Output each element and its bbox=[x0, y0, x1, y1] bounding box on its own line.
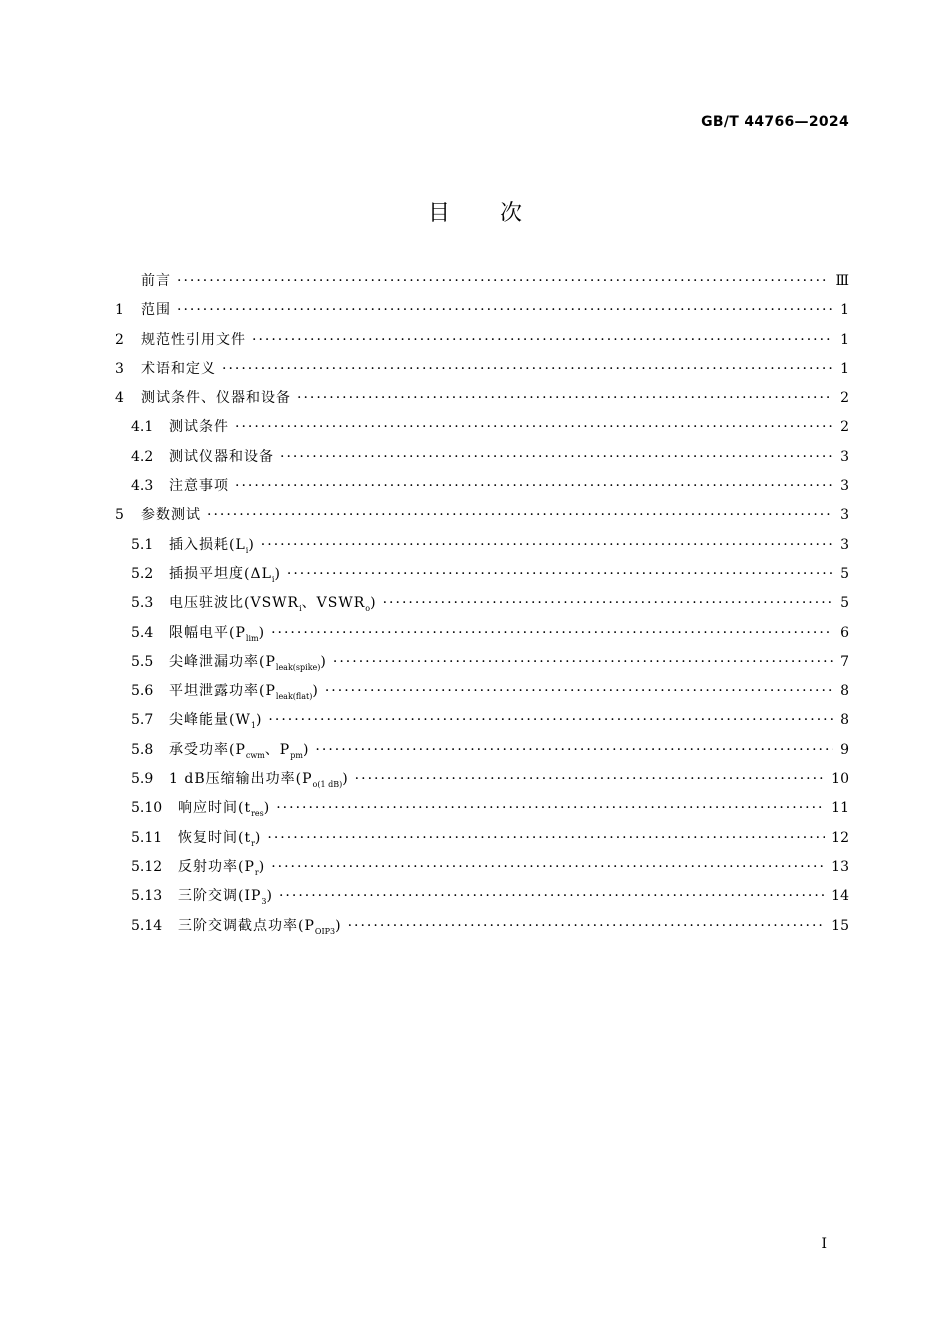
toc-entry[interactable] bbox=[115, 768, 849, 797]
toc-entry-page: 7 bbox=[840, 653, 849, 670]
toc-entry-page: Ⅲ bbox=[835, 273, 849, 289]
toc-entry-subscript: 1 bbox=[250, 721, 256, 731]
toc-entry-page: 14 bbox=[831, 888, 849, 905]
toc-entry-number: 5.1 bbox=[131, 536, 154, 553]
toc-entry-label: 平坦泄露功率$(P_{leak(flat)})$ bbox=[169, 683, 319, 701]
toc-entry[interactable] bbox=[115, 446, 849, 475]
toc-entry[interactable] bbox=[115, 827, 849, 856]
toc-entry-page: 1 bbox=[840, 302, 849, 319]
standard-number: GB/T 44766—2024 bbox=[701, 114, 849, 130]
toc-leader-dots bbox=[235, 419, 833, 435]
toc-entry-page: 1 bbox=[840, 331, 849, 348]
toc-entry-page: 3 bbox=[840, 448, 849, 465]
toc-entry-label: 三阶交调$(IP_3)$ bbox=[178, 888, 273, 907]
toc-entry-label: 测试条件、仪器和设备 bbox=[141, 390, 291, 407]
toc-entry-label: 尖峰能量$(W_1)$ bbox=[169, 712, 263, 731]
page-number: I bbox=[821, 1236, 827, 1252]
toc-entry-subscript: OIP3 bbox=[314, 926, 336, 936]
toc-entry-number: 3 bbox=[115, 360, 124, 377]
toc-entry-label: 响应时间$(t_{res})$ bbox=[178, 800, 271, 819]
toc-leader-dots bbox=[287, 566, 833, 582]
toc-leader-dots bbox=[315, 742, 833, 758]
toc-entry-subscript: i bbox=[271, 574, 275, 584]
toc-entry-number: 5.6 bbox=[131, 683, 154, 700]
toc-entry[interactable] bbox=[115, 797, 849, 826]
toc-entry[interactable] bbox=[115, 885, 849, 914]
toc-entry[interactable] bbox=[115, 475, 849, 504]
toc-entry-label: 注意事项 bbox=[169, 478, 229, 495]
toc-entry-page: 2 bbox=[840, 419, 849, 436]
toc-entry-label: 尖峰泄漏功率$(P_{leak(spike)})$ bbox=[169, 653, 327, 672]
toc-entry-number: 2 bbox=[115, 331, 124, 348]
toc-entry-page: 5 bbox=[840, 595, 849, 612]
toc-entry-label: 参数测试 bbox=[141, 507, 201, 524]
toc-entry-number: 5.10 bbox=[131, 800, 163, 817]
toc-entry-number: 5.12 bbox=[131, 858, 163, 875]
toc-entry[interactable] bbox=[115, 358, 849, 387]
toc-entry[interactable] bbox=[115, 504, 849, 533]
toc-leader-dots bbox=[267, 830, 825, 846]
toc-entry-number: 4.2 bbox=[131, 448, 154, 465]
toc-entry-page: 2 bbox=[840, 390, 849, 407]
toc-entry-number: 5.3 bbox=[131, 595, 154, 612]
toc-entry-label: 三阶交调截点功率$(P_{OIP3})$ bbox=[178, 917, 342, 936]
toc-entry-page: 9 bbox=[840, 741, 849, 758]
toc-leader-dots bbox=[207, 507, 833, 523]
toc-entry-page: 6 bbox=[840, 624, 849, 641]
toc-leader-dots bbox=[271, 859, 825, 875]
toc-leader-dots bbox=[276, 800, 825, 816]
toc-leader-dots bbox=[252, 332, 833, 348]
toc-entry-subscript: leak(spike) bbox=[275, 662, 321, 672]
toc-entry-label: 规范性引用文件 bbox=[141, 331, 246, 348]
toc-entry[interactable] bbox=[115, 651, 849, 680]
toc-leader-dots bbox=[177, 273, 829, 289]
toc-entry-page: 3 bbox=[840, 536, 849, 553]
toc-leader-dots bbox=[348, 918, 826, 934]
toc-entry[interactable] bbox=[115, 299, 849, 328]
toc-entry[interactable] bbox=[115, 680, 849, 709]
toc-leader-dots bbox=[280, 449, 833, 465]
toc-entry-label: 范围 bbox=[141, 302, 171, 319]
toc-leader-dots bbox=[222, 361, 833, 377]
toc-entry[interactable] bbox=[115, 592, 849, 621]
toc-entry-page: 1 bbox=[840, 360, 849, 377]
toc-leader-dots bbox=[355, 771, 826, 787]
toc-entry-number: 5.11 bbox=[131, 829, 163, 846]
toc-entry-number: 5.7 bbox=[131, 712, 154, 729]
toc-entry-number: 4.1 bbox=[131, 419, 154, 436]
toc-entry[interactable] bbox=[115, 709, 849, 738]
toc-entry-number: 5.5 bbox=[131, 653, 154, 670]
toc-entry-page: 8 bbox=[840, 712, 849, 729]
toc-entry-label: 前言 bbox=[141, 273, 171, 289]
toc-entry-page: 12 bbox=[831, 829, 849, 846]
toc-entry-label: 测试仪器和设备 bbox=[169, 448, 274, 465]
toc-entry-subscript: i bbox=[245, 545, 249, 555]
toc-entry-number: 5.2 bbox=[131, 565, 154, 582]
toc-leader-dots bbox=[177, 302, 833, 318]
toc-leader-dots bbox=[261, 537, 833, 553]
toc-entry-subscript: lim bbox=[245, 633, 259, 643]
toc-entry[interactable] bbox=[115, 856, 849, 885]
toc-entry-label: 承受功率($P_{cwm}$、$P_{pm}$) bbox=[169, 741, 310, 760]
toc-leader-dots bbox=[235, 478, 833, 494]
toc-entry-subscript: r bbox=[251, 838, 255, 848]
toc-entry-subscript: cwm bbox=[245, 750, 265, 760]
toc-entry-page: 8 bbox=[840, 683, 849, 700]
toc-entry-number: 4 bbox=[115, 390, 124, 407]
toc-entry-page: 3 bbox=[840, 507, 849, 524]
toc-entry-number: 5 bbox=[115, 507, 124, 524]
toc-entry-number: 5.9 bbox=[131, 771, 154, 788]
toc-leader-dots bbox=[279, 888, 825, 904]
toc-entry-number: 5.8 bbox=[131, 741, 154, 758]
toc-entry-page: 10 bbox=[831, 771, 849, 788]
toc-entry-label: 插损平坦度$(\Delta L_i)$ bbox=[169, 565, 281, 584]
toc-entry-subscript: res bbox=[251, 809, 264, 819]
toc-entry[interactable] bbox=[115, 622, 849, 651]
toc-entry[interactable] bbox=[115, 329, 849, 358]
toc-entry-page: 5 bbox=[840, 565, 849, 582]
toc-entry-subscript: pm bbox=[290, 750, 303, 760]
toc-entry-label: 术语和定义 bbox=[141, 360, 216, 377]
toc-leader-dots bbox=[333, 654, 833, 670]
page-title: 目次 bbox=[427, 201, 572, 226]
toc-entry-page: 13 bbox=[831, 858, 849, 875]
toc-entry-subscript: o bbox=[365, 604, 371, 614]
toc-entry-number: 5.14 bbox=[131, 917, 163, 934]
toc-entry-subscript: leak(flat) bbox=[275, 691, 313, 701]
toc-entry-subscript: r bbox=[254, 867, 259, 877]
toc-entry-subscript: i bbox=[299, 604, 302, 614]
toc-entry-label: 电压驻波比($VSWR_i$、$VSWR_o$) bbox=[169, 595, 377, 614]
toc-entry-page: 15 bbox=[831, 917, 849, 934]
table-of-contents bbox=[115, 270, 849, 944]
toc-entry-page: 3 bbox=[840, 478, 849, 495]
toc-leader-dots bbox=[268, 712, 833, 728]
toc-entry-label: 限幅电平$(P_{lim})$ bbox=[169, 624, 266, 643]
toc-entry-number: 5.4 bbox=[131, 624, 154, 641]
toc-entry[interactable] bbox=[115, 534, 849, 563]
toc-leader-dots bbox=[383, 595, 833, 611]
toc-entry[interactable] bbox=[115, 387, 849, 416]
toc-entry-number: 4.3 bbox=[131, 478, 154, 495]
toc-entry-label: 1 dB压缩输出功率$(P_{o(1 dB)})$ bbox=[169, 771, 349, 789]
toc-entry-subscript: o(1 dB) bbox=[312, 779, 343, 789]
toc-entry-number: 1 bbox=[115, 302, 124, 319]
toc-entry-label: 插入损耗$(L_i)$ bbox=[169, 536, 255, 555]
toc-entry-label: 恢复时间$(t_r)$ bbox=[178, 829, 262, 848]
toc-leader-dots bbox=[325, 683, 833, 699]
toc-entry[interactable] bbox=[115, 563, 849, 592]
toc-entry-number: 5.13 bbox=[131, 888, 163, 905]
toc-entry[interactable] bbox=[115, 416, 849, 445]
toc-entry-label: 测试条件 bbox=[169, 419, 229, 436]
toc-entry[interactable] bbox=[115, 270, 849, 299]
toc-entry[interactable] bbox=[115, 915, 849, 944]
toc-entry-page: 11 bbox=[831, 800, 849, 817]
toc-entry-subscript: 3 bbox=[261, 897, 267, 907]
toc-entry-label: 反射功率$(P_r)$ bbox=[178, 858, 266, 877]
toc-leader-dots bbox=[271, 625, 833, 641]
toc-leader-dots bbox=[297, 390, 833, 406]
toc-entry[interactable] bbox=[115, 739, 849, 768]
